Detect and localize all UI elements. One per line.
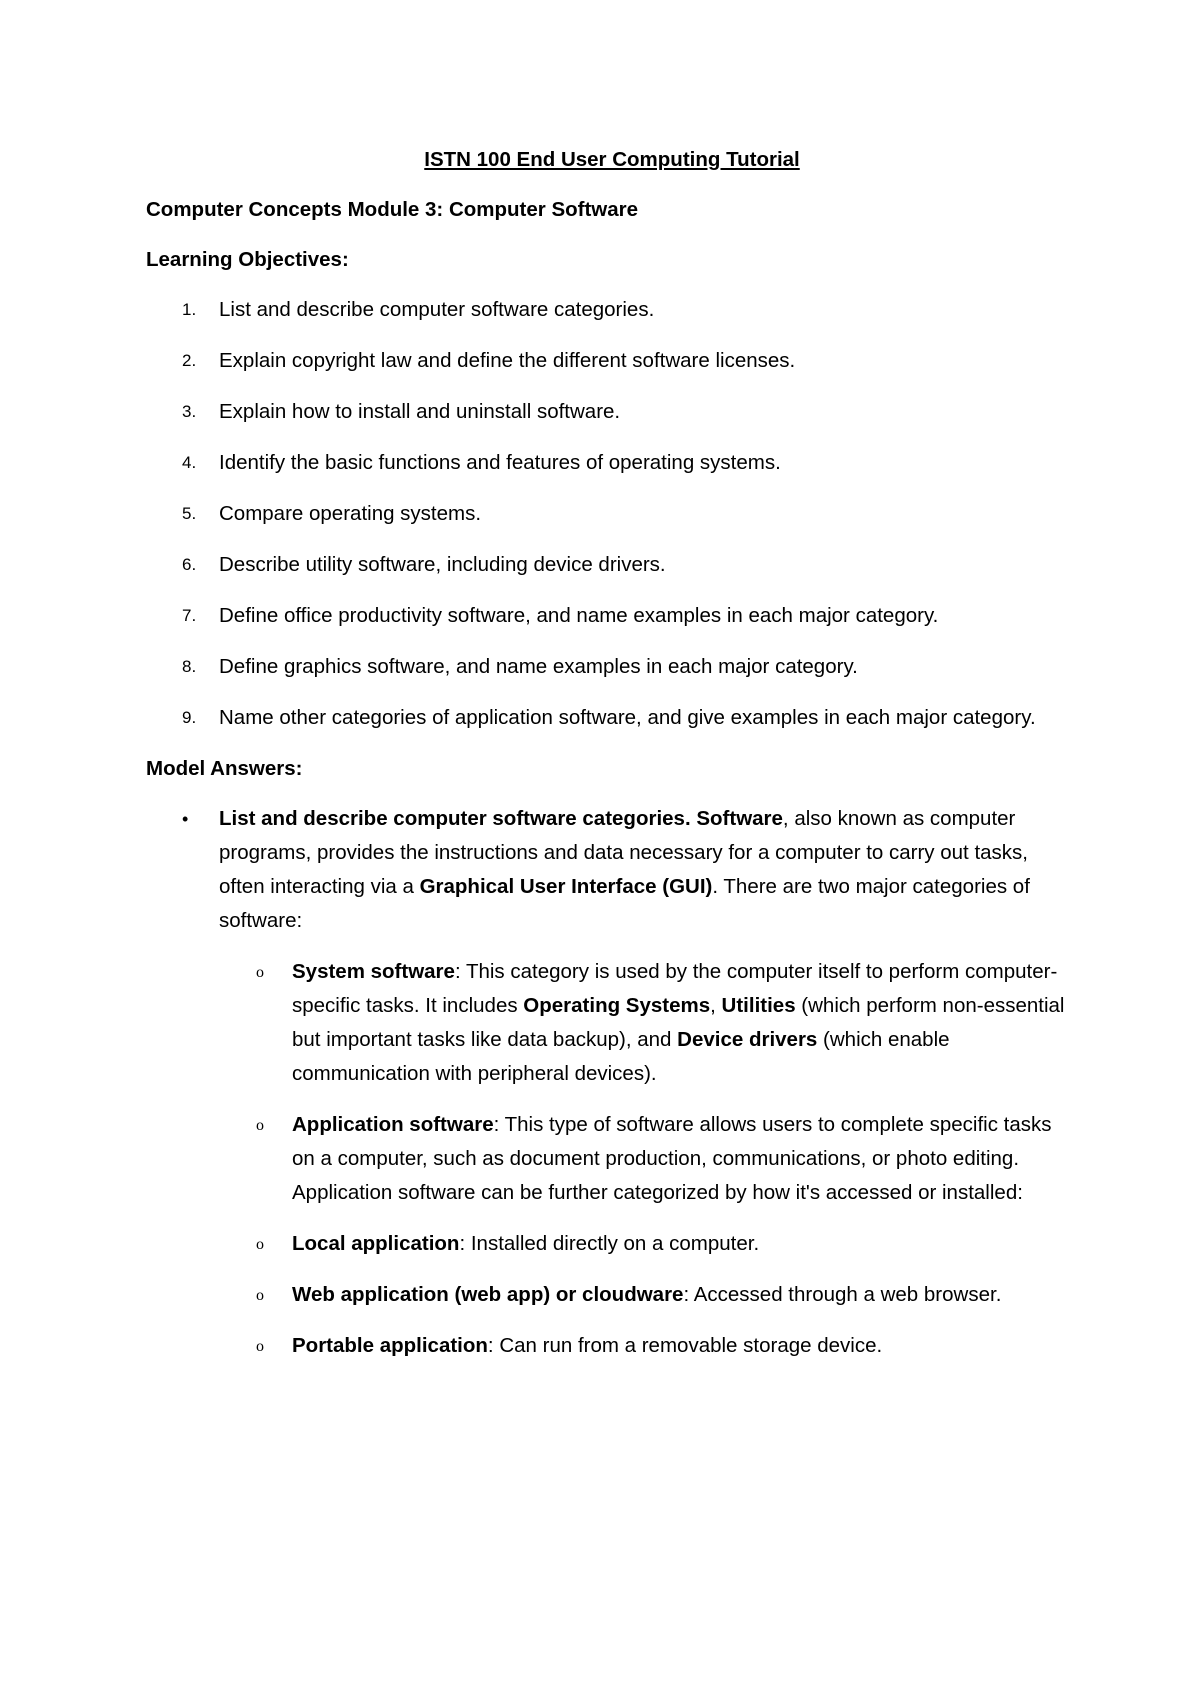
term-gui: Graphical User Interface (GUI) <box>419 875 713 898</box>
objective-item <box>146 446 1066 480</box>
objective-number: 8. <box>182 657 197 676</box>
answers-list <box>146 802 1066 1363</box>
objective-text: Describe utility software, including device drivers. <box>219 553 666 576</box>
circle-bullet-icon: o <box>256 1236 264 1253</box>
term-device-drivers: Device drivers <box>677 1028 818 1051</box>
document-content <box>146 143 1066 1380</box>
objective-number: 6. <box>182 555 197 574</box>
term-utilities: Utilities <box>721 994 796 1017</box>
objective-text: Define office productivity software, and name examples in each major category. <box>219 604 939 627</box>
objectives-heading: Learning Objectives: <box>146 248 349 271</box>
objective-number: 1. <box>182 300 197 319</box>
sub-text: (which enable communication with peripheral devices). <box>292 1028 950 1085</box>
document-title: ISTN 100 End User Computing Tutorial <box>424 148 800 171</box>
term-software: Software <box>696 807 783 830</box>
objective-text: Name other categories of application software, and give examples in each major category. <box>219 706 1036 729</box>
sub-item-system-software <box>219 955 1066 1091</box>
circle-bullet-icon: o <box>256 964 264 981</box>
answer-text: , also known as computer programs, provides the instructions and data necessary for a computer to carry out tasks, often interacting via a <box>219 807 1028 898</box>
circle-bullet-icon: o <box>256 1117 264 1134</box>
objective-item <box>146 344 1066 378</box>
objective-item <box>146 548 1066 582</box>
module-heading: Computer Concepts Module 3: Computer Software <box>146 198 639 221</box>
term-web-application: Web application (web app) or cloudware <box>292 1283 684 1306</box>
term-portable-application: Portable application <box>292 1334 488 1357</box>
term-operating-systems: Operating Systems <box>523 994 711 1017</box>
sub-item-application-software <box>219 1108 1066 1210</box>
sub-text: : This category is used by the computer itself to perform computer-specific tasks. It includes <box>292 960 1058 1017</box>
objective-text: Explain how to install and uninstall software. <box>219 400 621 423</box>
sub-text: : Accessed through a web browser. <box>683 1283 1002 1306</box>
term-system-software: System software <box>292 960 455 983</box>
objective-text: List and describe computer software categories. <box>219 298 655 321</box>
objective-number: 7. <box>182 606 197 625</box>
sub-item-local-application <box>219 1227 1066 1261</box>
circle-bullet-icon: o <box>256 1338 264 1355</box>
term-application-software: Application software <box>292 1113 494 1136</box>
objective-text: Compare operating systems. <box>219 502 482 525</box>
objective-number: 5. <box>182 504 197 523</box>
circle-bullet-icon: o <box>256 1287 264 1304</box>
objective-number: 9. <box>182 708 197 727</box>
objectives-list <box>146 293 1066 735</box>
bullet-icon: • <box>182 809 189 829</box>
sub-text: (which perform non-essential but important tasks like data backup), and <box>292 994 1065 1051</box>
objective-number: 3. <box>182 402 197 421</box>
objective-item <box>146 599 1066 633</box>
sub-text: : Installed directly on a computer. <box>459 1232 760 1255</box>
sub-item-web-application <box>219 1278 1066 1312</box>
objective-text: Identify the basic functions and features of operating systems. <box>219 451 781 474</box>
objective-item <box>146 293 1066 327</box>
answers-heading: Model Answers: <box>146 757 303 780</box>
sub-text: , <box>710 994 722 1017</box>
objective-item <box>146 395 1066 429</box>
answer-lead: List and describe computer software categories. <box>219 807 691 830</box>
objective-item <box>146 701 1066 735</box>
sub-text: : Can run from a removable storage device. <box>487 1334 883 1357</box>
objective-item <box>146 650 1066 684</box>
term-local-application: Local application <box>292 1232 460 1255</box>
sub-item-portable-application <box>219 1329 1066 1363</box>
objective-text: Explain copyright law and define the different software licenses. <box>219 349 796 372</box>
answer-text: . There are two major categories of software: <box>219 875 1030 932</box>
objective-item <box>146 497 1066 531</box>
objective-number: 4. <box>182 453 197 472</box>
objective-number: 2. <box>182 351 197 370</box>
sub-text: : This type of software allows users to complete specific tasks on a computer, such as document production, communications, or photo editing. Application software can be further categorized by how it's accessed or installed: <box>292 1113 1052 1204</box>
answer-item <box>146 802 1066 1363</box>
software-categories-list <box>219 955 1066 1363</box>
objective-text: Define graphics software, and name examples in each major category. <box>219 655 858 678</box>
